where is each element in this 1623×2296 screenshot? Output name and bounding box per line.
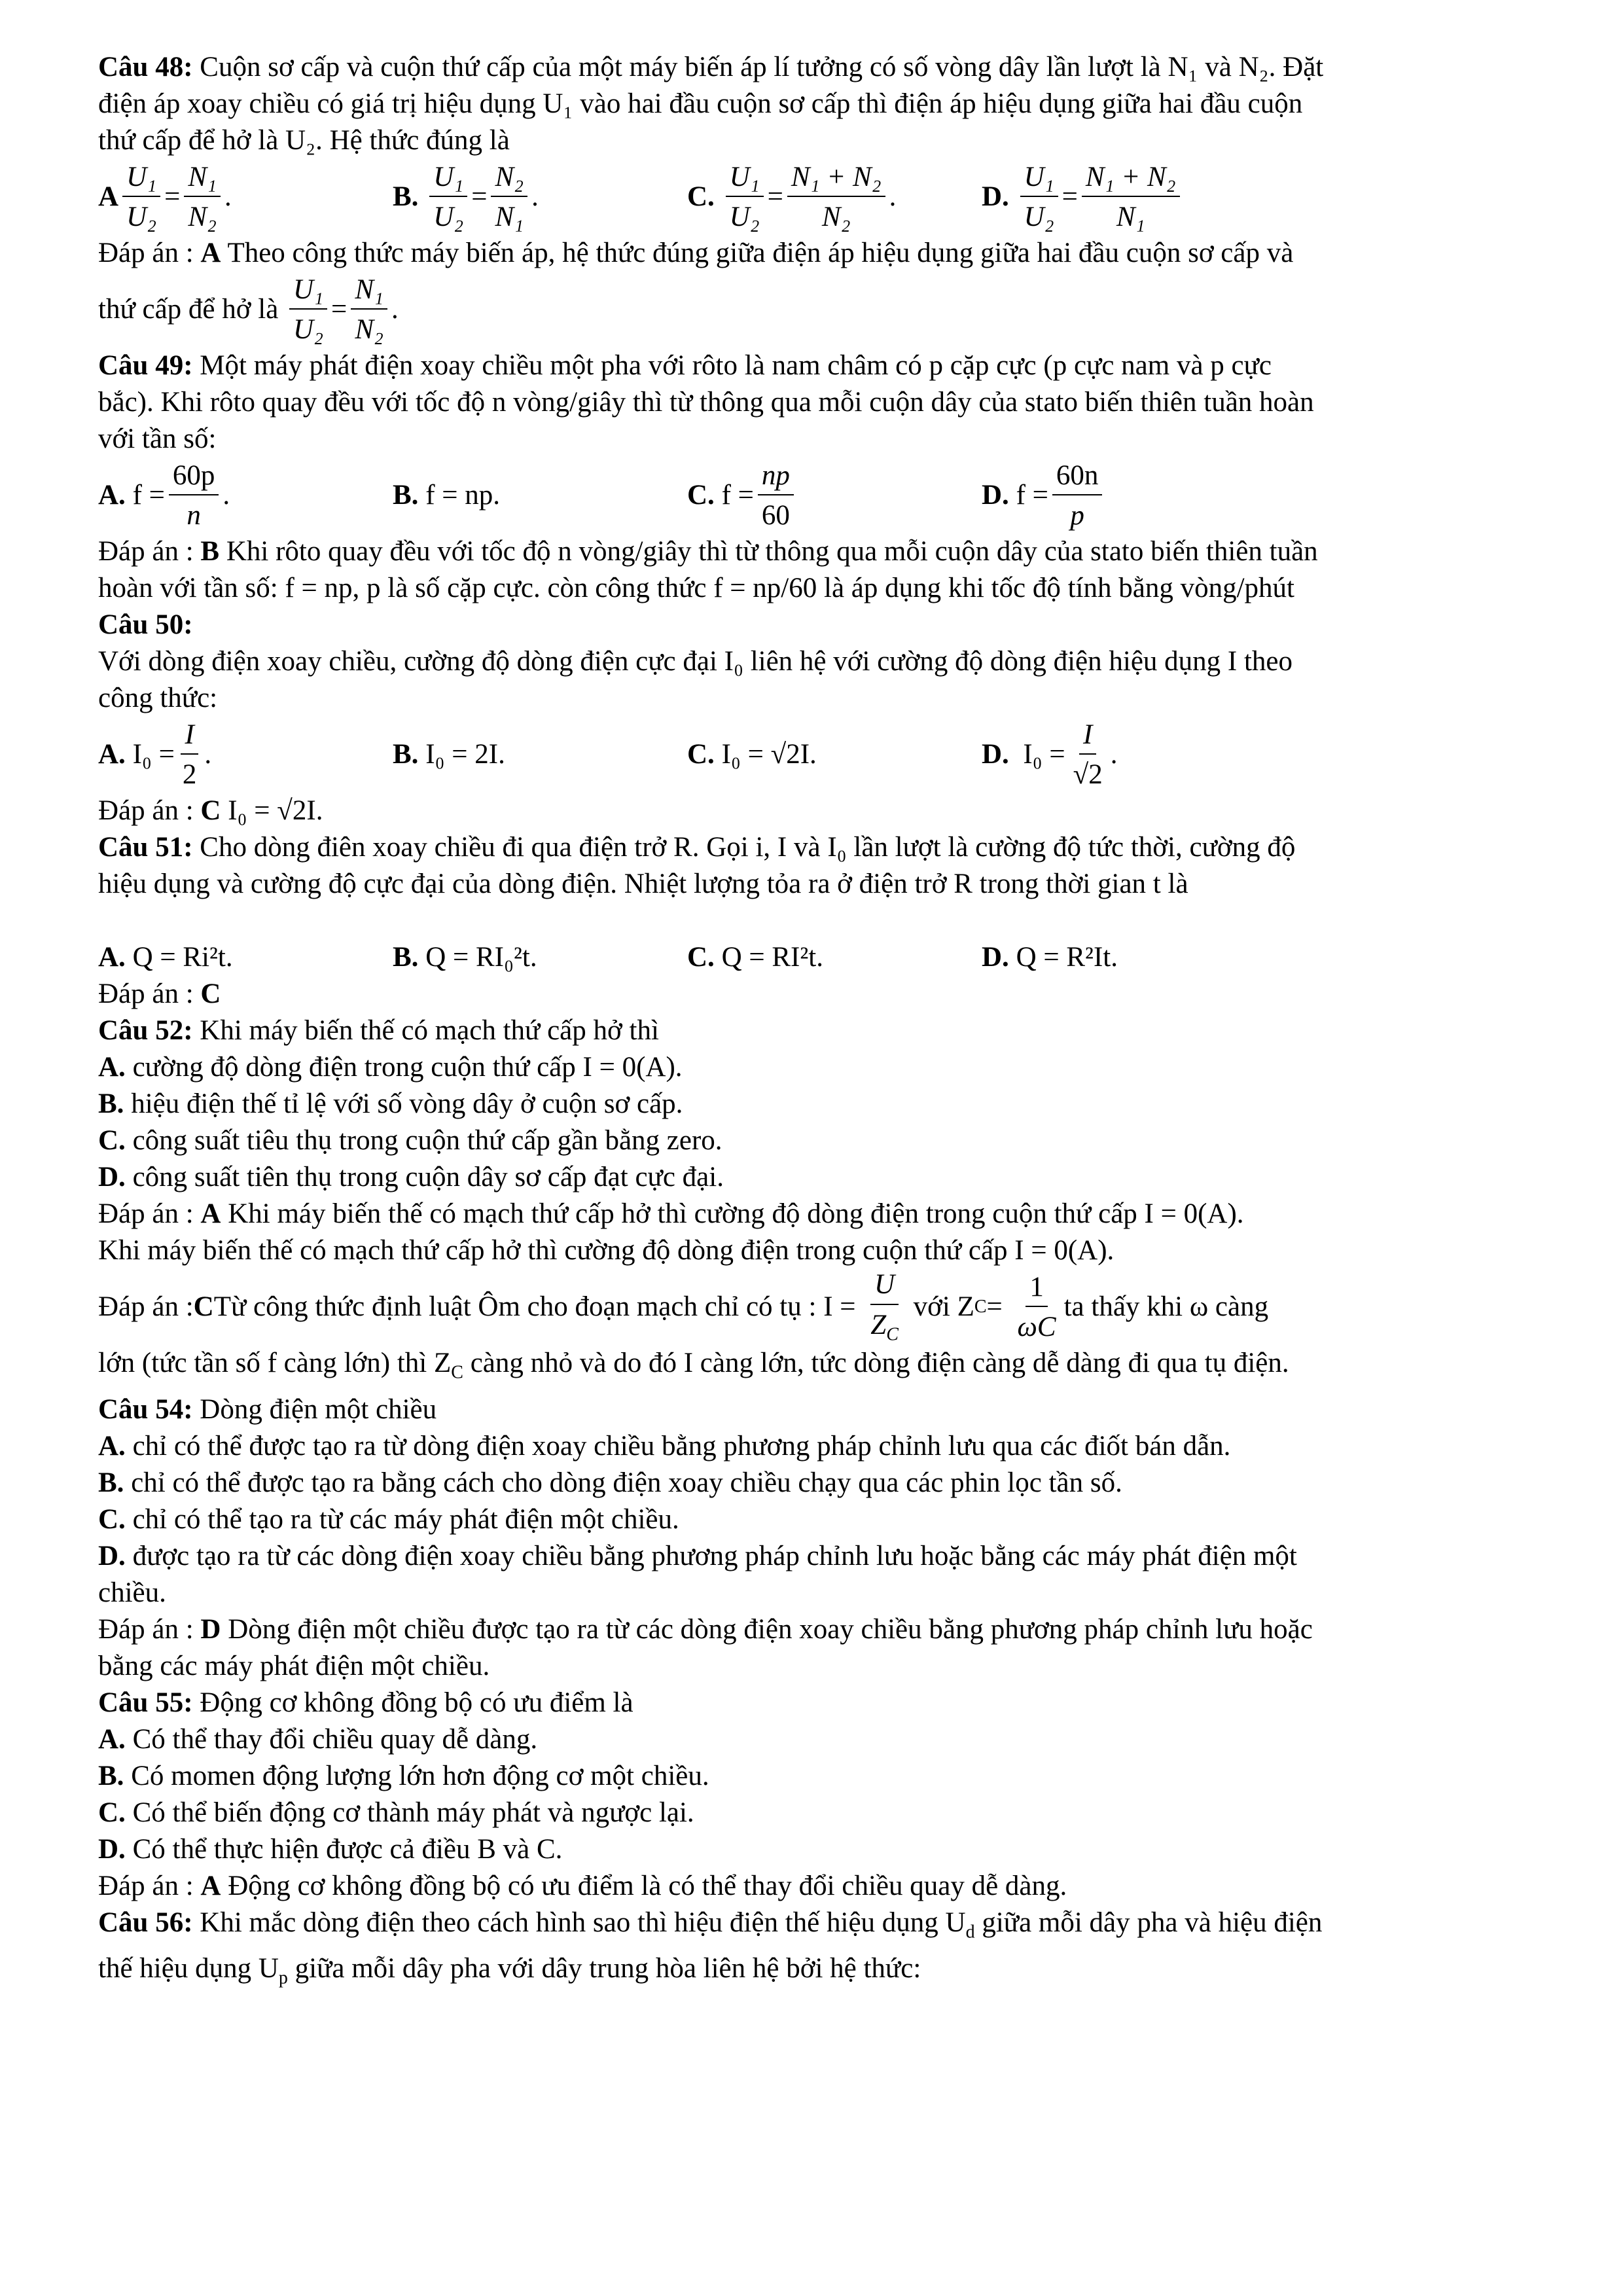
q49-option-b: B. f = np. [393,480,501,511]
q55-answer-line: Đáp án : A Động cơ không đồng bộ có ưu điểm là có thể thay đổi chiều quay dễ dàng. [98,1870,1067,1901]
q56-stem-line-2: thế hiệu dụng $U_p$ giữa mỗi dây pha với dây trung hòa liên hệ bởi hệ thức: [98,1953,921,1988]
fraction: $\frac{I}{√2}$ [1073,719,1103,790]
q49-option-a: A. f = $\frac{60p}{n}$ . [98,459,230,531]
q51-answer-line: Đáp án : C [98,978,221,1009]
q54-answer-line-1: Đáp án : D Dòng điện một chiều được tạo ra từ các dòng điện xoay chiều bằng phương pháp chỉnh lưu hoặc [98,1613,1313,1645]
q55-option-c: C. Có thể biến động cơ thành máy phát và ngược lại. [98,1797,694,1828]
q50-label: Câu 50: [98,609,193,640]
q50-label-line [98,607,1525,643]
q52-option-c: C. công suất tiêu thụ trong cuộn thứ cấp gần bằng zero. [98,1125,722,1156]
q51-option-a: A. Q = Ri²t. [98,942,233,973]
fraction: $\frac{60p}{n}$ [169,459,219,532]
q50-option-c: C. I₀ = √2I. [687,739,817,770]
q55-label: Câu 55: [98,1687,193,1718]
q48-stem-line-3: thứ cấp để hở là U₂. Hệ thức đúng là [98,125,510,156]
q55-option-b: B. Có momen động lượng lớn hơn động cơ một chiều. [98,1760,709,1791]
q53-answer-line-2: lớn (tức tần số f càng lớn) thì $Z_C$ càng nhỏ và do đó I càng lớn, tức dòng điện càng dễ dàng đi qua tụ điện. [98,1348,1289,1383]
q49-option-c: C. f = $\frac{np}{60}$ [687,457,798,533]
q51-option-b: B. Q = RI₀²t. [393,942,537,973]
q50-option-d: D. I₀ = $\frac{I}{√2}$ . [982,719,1118,790]
q52-option-d: D. công suất tiên thụ trong cuộn dây sơ cấp đạt cực đại. [98,1162,724,1193]
q51-stem-line-1: Câu 51: Cho dòng điên xoay chiều đi qua điện trở R. Gọi i, I và I₀ lần lượt là cường độ tức thời, cường độ [98,832,1296,863]
q48-label: Câu 48: [98,52,193,82]
q49-option-d: D. f = $\frac{60n}{p}$ [982,457,1106,533]
fraction: $\frac{1}{\omega C}$ [1017,1271,1056,1342]
q52-answer-line-2: Khi máy biến thế có mạch thứ cấp hở thì cường độ dòng điện trong cuộn thứ cấp I = 0(A). [98,1235,1115,1266]
fraction: $\frac{\text{N₁ + N₂}}{\text{N₂}}$ [787,161,885,234]
q54-label: Câu 54: [98,1393,193,1425]
q48-option-c: C. $\frac{\text{U₁}}{\text{U₂}}$ = $\frac{\text{N₁ + N₂}}{\text{N₂}}$ . [687,161,897,232]
q48-option-d: D. $\frac{\text{U₁}}{\text{U₂}}$ = $\frac{\text{N₁ + N₂}}{\text{N₁}}$ [982,159,1184,235]
q52-option-a: A. cường độ dòng điện trong cuộn thứ cấp I = 0(A). [98,1052,683,1083]
q48-option-b: B. $\frac{\text{U₁}}{\text{U₂}}$ = $\frac{\text{N₂}}{\text{N₁}}$ . [393,161,539,232]
fraction: $\frac{np}{60}$ [758,459,794,532]
q48-option-a: A $\frac{\text{U₁}}{\text{U₂}}$ = $\frac{\text{N₁}}{\text{N₂}}$ . [98,161,232,232]
q51-option-c: C. Q = RI²t. [687,942,823,973]
q55-stem-line: Câu 55: Động cơ không đồng bộ có ưu điểm là [98,1687,633,1718]
fraction: $\frac{\text{U₁}}{\text{U₂}}$ [429,161,467,234]
q48-stem-line-1: Câu 48: Cuộn sơ cấp và cuộn thứ cấp của một máy biến áp lí tưởng có số vòng dây lần lượt là N₁ và N₂. Đặt [98,52,1324,82]
q50-option-b: B. I₀ = 2I. [393,739,505,770]
q51-options [98,939,1525,976]
fraction: $\frac{I}{2}$ [179,719,201,791]
fraction: $\frac{\text{N₂}}{\text{N₁}}$ [491,161,527,234]
q55-option-d: D. Có thể thực hiện được cả điều B và C. [98,1833,563,1865]
q50-option-a: A. I₀ = $\frac{I}{2}$ . [98,719,212,790]
q48-answer-line-1: Đáp án : A Theo công thức máy biến áp, hệ thức đúng giữa điện áp hiệu dụng giữa hai đầu cuộn sơ cấp và [98,238,1294,268]
q48-options [98,159,1525,235]
q54-answer-line-2: bằng các máy phát điện một chiều. [98,1650,490,1681]
fraction: $\frac{\text{N₁ + N₂}}{\text{N₁}}$ [1082,161,1180,234]
q49-answer-line-2: hoàn với tần số: f = np, p là số cặp cực. còn công thức f = np/60 là áp dụng khi tốc độ tính bằng vòng/phút [98,573,1294,603]
fraction: $\frac{\text{U₁}}{\text{U₂}}$ [726,161,764,234]
q49-label: Câu 49: [98,350,193,381]
q50-stem-line-1: Với dòng điện xoay chiều, cường độ dòng điện cực đại I₀ liên hệ với cường độ dòng điện hiệu dụng I theo [98,646,1293,677]
q50-stem-line-2: công thức: [98,683,218,713]
fraction: $\frac{\text{U₁}}{\text{U₂}}$ [1020,161,1058,234]
q52-option-b: B. hiệu điện thế tỉ lệ với số vòng dây ở cuộn sơ cấp. [98,1088,683,1119]
q49-stem-line-1: Câu 49: Một máy phát điện xoay chiều một pha với rôto là nam châm có p cặp cực (p cực nam và p cực [98,350,1272,381]
q50-options [98,717,1525,793]
q49-answer-line-1: Đáp án : B Khi rôto quay đều với tốc độ n vòng/giây thì từ thông qua mỗi cuộn dây của stato biến thiên tuần [98,536,1318,567]
fraction: $\frac{\text{N₁}}{\text{N₂}}$ [184,161,221,234]
q55-option-a: A. Có thể thay đổi chiều quay dễ dàng. [98,1723,538,1755]
fraction: $\frac{\text{N₁}}{\text{N₂}}$ [351,274,387,346]
q51-label: Câu 51: [98,832,193,863]
q51-option-d: D. Q = R²It. [982,942,1118,973]
q48-stem-line-2: điện áp xoay chiều có giá trị hiệu dụng U₁ vào hai đầu cuộn sơ cấp thì điện áp hiệu dụng giữa hai đầu cuộn [98,88,1303,119]
q48-answer-line-2: thứ cấp để hở là $\frac{\text{U₁}}{\text{U₂}}$ = $\frac{\text{N₁}}{\text{N₂}}$ . [98,274,399,345]
q54-stem-line: Câu 54: Dòng điện một chiều [98,1393,437,1425]
q56-stem-line-1: Câu 56: Khi mắc dòng điện theo cách hình sao thì hiệu điện thế hiệu dụng $U_d$ giữa mỗi dây pha và hiệu điện [98,1907,1323,1943]
q54-option-b: B. chỉ có thể được tạo ra bằng cách cho dòng điện xoay chiều chạy qua các phin lọc tần số. [98,1467,1122,1498]
q54-option-c: C. chỉ có thể tạo ra từ các máy phát điện một chiều. [98,1503,679,1535]
q52-stem-line: Câu 52: Khi máy biến thế có mạch thứ cấp hở thì [98,1015,659,1046]
fraction: $\frac{60n}{p}$ [1052,459,1103,532]
fraction: $\frac{U}{Z_C}$ [870,1269,899,1345]
q49-options [98,457,1525,533]
q54-option-a: A. chỉ có thể được tạo ra từ dòng điện xoay chiều bằng phương pháp chỉnh lưu qua các điốt bán dẫn. [98,1430,1231,1462]
q49-stem-line-3: với tần số: [98,423,217,454]
document-page [98,49,1525,1997]
q56-label: Câu 56: [98,1907,193,1938]
fraction: $\frac{\text{U₁}}{\text{U₂}}$ [289,274,327,346]
q52-label: Câu 52: [98,1015,193,1046]
q50-answer-line: Đáp án : C I₀ = √2I. [98,795,323,826]
q52-answer-line-1: Đáp án : A Khi máy biến thế có mạch thứ cấp hở thì cường độ dòng điện trong cuộn thứ cấp I = 0(A). [98,1198,1244,1229]
fraction: $\frac{\text{U₁}}{\text{U₂}}$ [122,161,160,234]
q53-answer-line-1: Đáp án : C Từ công thức định luật Ôm cho đoạn mạch chỉ có tụ : I = $\frac{U}{Z_C}$ với Z C = $\frac{1}{\omega C}$ ta thấy khi ω càng [98,1269,1269,1345]
q49-stem-line-2: bắc). Khi rôto quay đều với tốc độ n vòng/giây thì từ thông qua mỗi cuộn dây của stato biến thiên tuần hoàn [98,387,1314,418]
q54-option-d-cont: chiều. [98,1577,166,1608]
q54-option-d: D. được tạo ra từ các dòng điện xoay chiều bằng phương pháp chỉnh lưu hoặc bằng các máy phát điện một [98,1540,1297,1571]
q51-stem-line-2: hiệu dụng và cường độ cực đại của dòng điện. Nhiệt lượng tỏa ra ở điện trở R trong thời gian t là [98,869,1188,899]
